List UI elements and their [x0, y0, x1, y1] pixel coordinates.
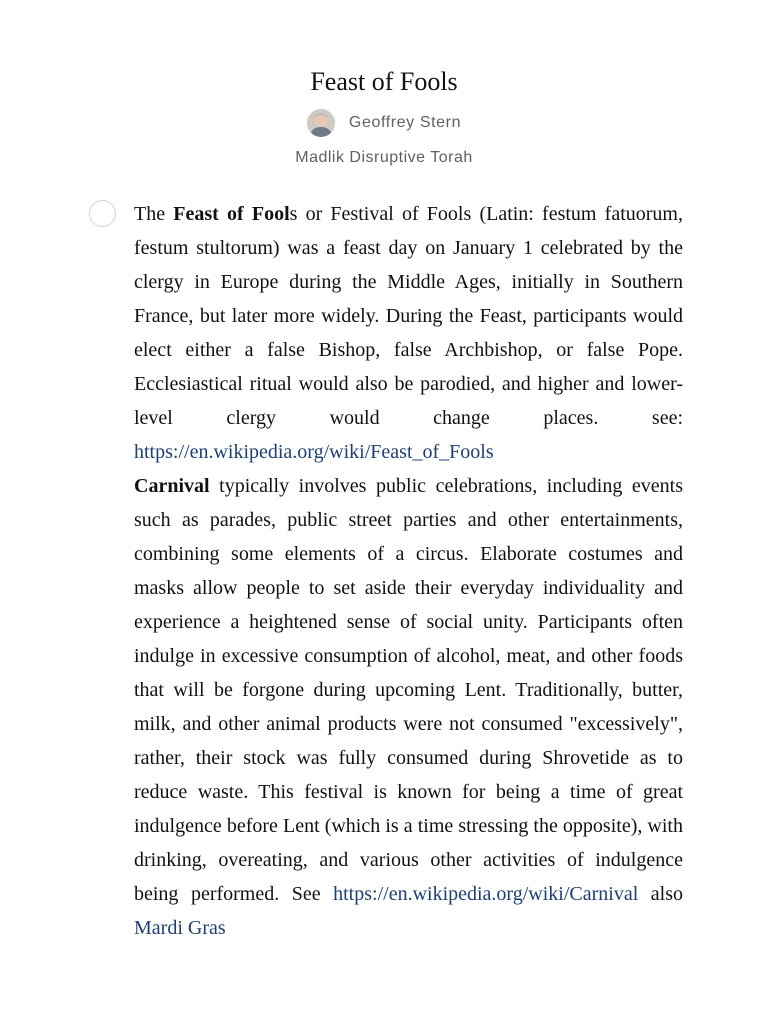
p2-body: typically involves public celebrations, including events such as parades, public street parties and other entertainments, combining some elements of a circus. Elaborate costumes and masks allow people to set aside their everyday individuality and experience a heightened sense of social unity. Participants often indulge in excessive consumption of alcohol, meat, and other foods that will be forgone during upcoming Lent. Traditionally, butter, milk, and other animal products were not consumed "excessively", rather, their stock was fully consumed during Shrovetide as to reduce waste. This festival is known for being a time of great indulgence before Lent (which is a time stressing the opposite), with drinking, overeating, and various other activities of indulgence being performed. See	[134, 475, 683, 905]
p1-body: s or Festival of Fools (Latin: festum fatuorum, festum stultorum) was a feast day on January 1 celebrated by the clergy in Europe during the Middle Ages, initially in Southern France, but later more widely. During the Feast, participants would elect either a false Bishop, false Archbishop, or false Pope. Ecclesiastical ritual would also be parodied, and higher and lower-level clergy would change places. see:	[134, 203, 683, 429]
source-select-circle[interactable]	[89, 200, 116, 227]
p2-also: also	[638, 883, 684, 905]
p1-intro: The	[134, 203, 174, 225]
source-text	[134, 197, 683, 945]
paragraph-feast-of-fools	[134, 197, 683, 469]
author-row	[0, 106, 768, 140]
p2-bold-term: Carnival	[134, 475, 210, 497]
collection-name[interactable]: Madlik Disruptive Torah	[295, 149, 473, 166]
avatar-image	[307, 109, 335, 137]
author-name[interactable]: Geoffrey Stern	[348, 114, 462, 131]
mardi-gras-link[interactable]: Mardi Gras	[134, 917, 226, 939]
p1-bold-term: Feast of Fool	[173, 203, 290, 225]
carnival-link[interactable]: https://en.wikipedia.org/wiki/Carnival	[333, 883, 639, 905]
avatar[interactable]	[307, 109, 335, 137]
feast-of-fools-link[interactable]: https://en.wikipedia.org/wiki/Feast_of_Fools	[134, 441, 494, 463]
sheet-header	[0, 64, 768, 167]
page-title: Feast of Fools	[310, 67, 458, 96]
paragraph-carnival	[134, 469, 683, 945]
